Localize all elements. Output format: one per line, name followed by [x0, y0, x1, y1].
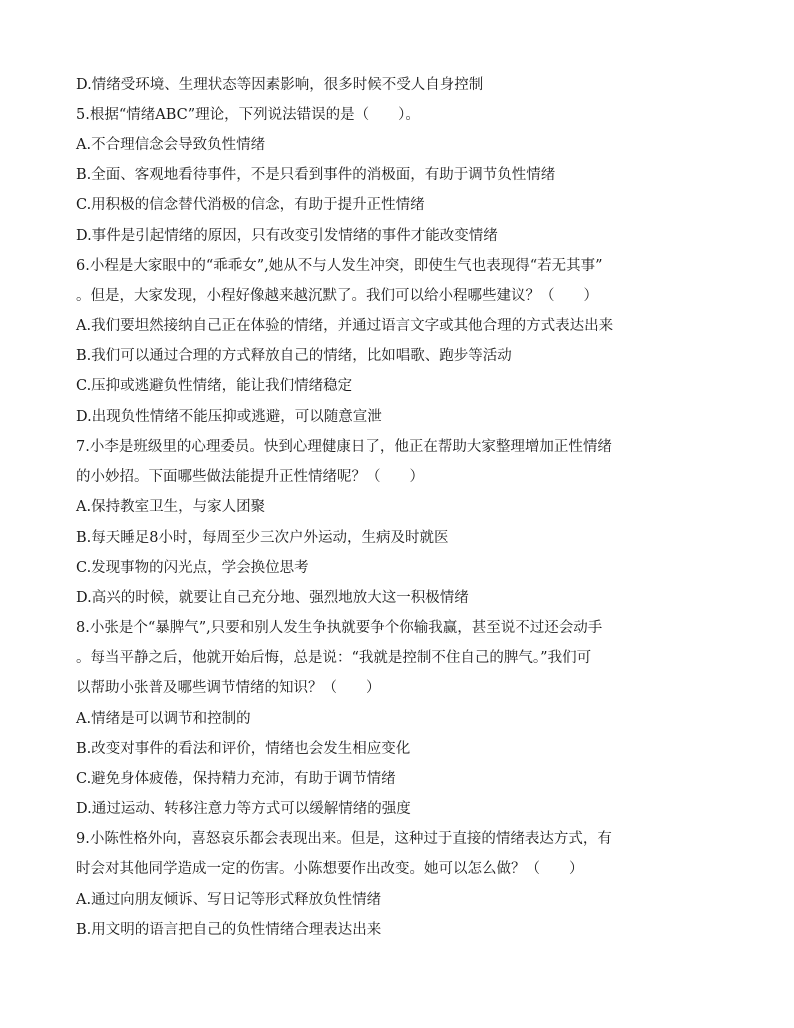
question-8-option-b: B.改变对事件的看法和评价，情绪也会发生相应变化: [76, 741, 411, 757]
question-9-option-a: A.通过向朋友倾诉、写日记等形式释放负性情绪: [76, 892, 382, 908]
question-8-stem-line-3: 以帮助小张普及哪些调节情绪的知识？（ ）: [76, 680, 381, 696]
question-5-option-c: C.用积极的信念替代消极的信念，有助于提升正性情绪: [76, 197, 425, 213]
question-6-stem-line-2: 。但是，大家发现，小程好像越来越沉默了。我们可以给小程哪些建议？（ ）: [76, 288, 598, 304]
question-5-stem: 5.根据“情绪ABC”理论，下列说法错误的是（ ）。: [76, 107, 420, 123]
question-8-option-d: D.通过运动、转移注意力等方式可以缓解情绪的强度: [76, 801, 411, 817]
text-line-option-d: D.情绪受环境、生理状态等因素影响，很多时候不受人自身控制: [76, 77, 484, 93]
question-5-option-a: A.不合理信念会导致负性情绪: [76, 137, 266, 153]
question-6-option-b: B.我们可以通过合理的方式释放自己的情绪，比如唱歌、跑步等活动: [76, 348, 512, 364]
question-5-option-d: D.事件是引起情绪的原因，只有改变引发情绪的事件才能改变情绪: [76, 228, 498, 244]
question-9-stem-line-2: 时会对其他同学造成一定的伤害。小陈想要作出改变。她可以怎么做？（ ）: [76, 861, 584, 877]
question-7-stem-line-1: 7.小李是班级里的心理委员。快到心理健康日了，他正在帮助大家整理增加正性情绪: [76, 439, 612, 455]
question-7-stem-line-2: 的小妙招。下面哪些做法能提升正性情绪呢？（ ）: [76, 469, 424, 485]
question-6-option-a: A.我们要坦然接纳自己正在体验的情绪，并通过语言文字或其他合理的方式表达出来: [76, 318, 614, 334]
question-6-option-c: C.压抑或逃避负性情绪，能让我们情绪稳定: [76, 378, 353, 394]
question-8-stem-line-2: 。每当平静之后，他就开始后悔，总是说：“我就是控制不住自己的脾气。”我们可: [76, 650, 592, 666]
question-9-option-b: B.用文明的语言把自己的负性情绪合理表达出来: [76, 922, 382, 938]
question-6-option-d: D.出现负性情绪不能压抑或逃避，可以随意宣泄: [76, 409, 382, 425]
question-9-stem-line-1: 9.小陈性格外向，喜怒哀乐都会表现出来。但是，这种过于直接的情绪表达方式，有: [76, 831, 612, 847]
question-8-option-a: A.情绪是可以调节和控制的: [76, 711, 251, 727]
question-7-option-d: D.高兴的时候，就要让自己充分地、强烈地放大这一积极情绪: [76, 590, 469, 606]
question-7-option-c: C.发现事物的闪光点，学会换位思考: [76, 560, 309, 576]
question-7-option-b: B.每天睡足8小时，每周至少三次户外运动，生病及时就医: [76, 530, 449, 546]
question-5-option-b: B.全面、客观地看待事件，不是只看到事件的消极面，有助于调节负性情绪: [76, 167, 556, 183]
question-6-stem-line-1: 6.小程是大家眼中的“乖乖女”,她从不与人发生冲突，即使生气也表现得“若无其事”: [76, 258, 603, 274]
question-7-option-a: A.保持教室卫生，与家人团聚: [76, 499, 266, 515]
question-8-option-c: C.避免身体疲倦，保持精力充沛，有助于调节情绪: [76, 771, 396, 787]
question-8-stem-line-1: 8.小张是个“暴脾气”,只要和别人发生争执就要争个你输我赢，甚至说不过还会动手: [76, 620, 603, 636]
